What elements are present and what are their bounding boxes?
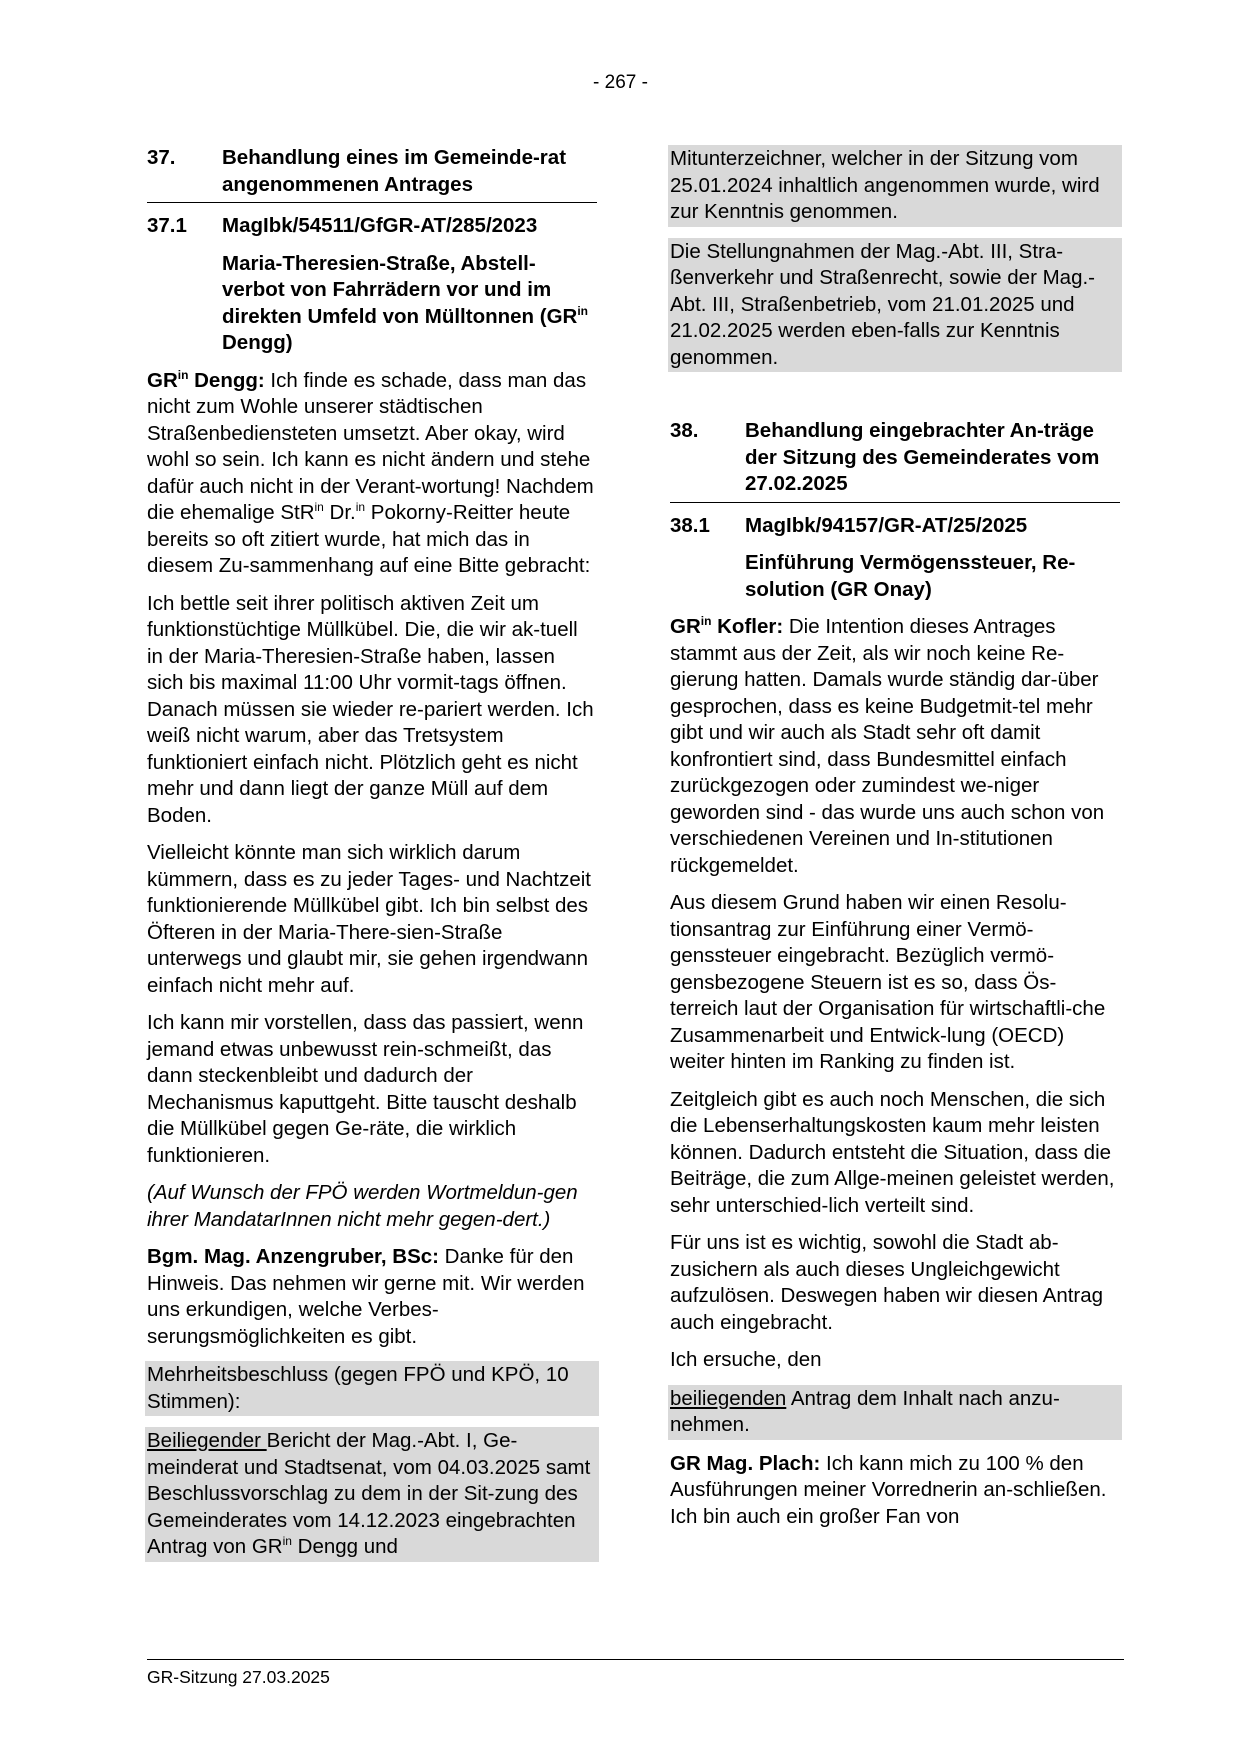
paragraph: Ich ersuche, den xyxy=(670,1348,822,1371)
reference-number: MagIbk/54511/GfGR-AT/285/2023 xyxy=(222,214,538,237)
speaker-name: GR xyxy=(147,368,178,392)
paragraph-anzengruber: Bgm. Mag. Anzengruber, BSc: Danke für den Hinweis. Das nehmen wir gerne mit. Wir werden uns erkundigen, welche Verbes-serungsmöglichkeiten es gibt. xyxy=(147,1245,585,1348)
subsection-number: 38.1 xyxy=(670,513,710,537)
paragraph-dengg: $GR^{in}$ Dengg: Ich finde es schade, dass man das nicht zum Wohle unserer städtischen Straßenbediensteten umsetzt. Aber okay, wird wohl so sein. Ich kann es nicht ändern und stehe dafür auch nicht in der Verant-wortung! Nachdem die ehemalige StR$^{in}$ Dr.$^{in}$ Pokorny-Reitter heute bereits so oft zitiert wurde, hat mich das in diesem Zu-sammenhang auf eine Bitte gebracht: xyxy=(147,367,594,577)
subsection-number: 37.1 xyxy=(147,214,187,237)
paragraph: Vielleicht könnte man sich wirklich darum kümmern, dass es zu jeder Tages- und Nachtzeit funktionierende Müllkübel gibt. Ich bin selbst des Öfteren in der Maria-There-sien-Straße unterwegs und glaubt mir, sie gehen irgendwann einfach nicht mehr auf. xyxy=(147,841,592,997)
speaker-name: GR xyxy=(670,615,701,638)
footer-divider xyxy=(147,1659,1124,1660)
paragraph-kofler: $GR^{in}$ Kofler: Die Intention dieses Antrages stammt aus der Zeit, als wir noch keine Re-gierung hatten. Damals wurde ständig dar-über gesprochen, dass es keine Budgetmit-tel mehr gibt und wir auch als Stadt sehr oft damit konfrontiert sind, dass Bundesmittel einfach zurückgezogen oder zumindest we-niger geworden sind - das wurde uns auch schon von verschiedenen Vereinen und In-stitutionen rückgemeldet. xyxy=(670,614,1105,877)
page-number: - 267 - xyxy=(593,72,648,93)
agenda-topic: Einführung Vermögenssteuer, Re-solution (GR Onay) xyxy=(745,551,1076,601)
paragraph: Ich bettle seit ihrer politisch aktiven Zeit um funktionstüchtige Müllkübel. Die, die wir ak-tuell in der Maria-Theresien-Straße haben, lassen sich bis maximal 11:00 Uhr vormit-tags öffnen. Danach müssen sie wieder re-pariert werden. Ich weiß nicht warum, aber das Tretsystem funktioniert einfach nicht. Plötzlich geht es nicht mehr und dann liegt der ganze Müll auf dem Boden. xyxy=(147,591,594,827)
speaker-name: GR Mag. Plach: xyxy=(670,1451,821,1475)
motion-text: beiliegenden Antrag dem Inhalt nach anzu-nehmen. xyxy=(668,1385,1122,1440)
section-38-heading xyxy=(670,418,1120,503)
section-38-1-heading xyxy=(670,513,1120,540)
agenda-topic: Maria-Theresien-Straße, Abstell-verbot von Fahrrädern vor und im direkten Umfeld von Mülltonnen ($GR^{in}$ Dengg) xyxy=(222,251,589,354)
paragraph: Für uns ist es wichtig, sowohl die Stadt ab-zusichern als auch dieses Ungleichgewicht aufzulösen. Deswegen haben wir diesen Antrag auch eingebracht. xyxy=(670,1231,1104,1334)
left-column xyxy=(147,145,597,1562)
paragraph: Zeitgleich gibt es auch noch Menschen, die sich die Lebenserhaltungskosten kaum mehr leisten können. Dadurch entsteht die Situation, dass die Beiträge, die zum Allge-meinen geleistet werden, sehr unterschied-lich verteilt sind. xyxy=(670,1087,1115,1217)
paragraph: Ich kann mir vorstellen, dass das passiert, wenn jemand etwas unbewusst rein-schmeißt, das dann steckenbleibt und dadurch der Mechanismus kaputtgeht. Bitte tauscht deshalb die Müllkübel gegen Ge-räte, die wirklich funktionieren. xyxy=(147,1011,584,1167)
speaker-name: Bgm. Mag. Anzengruber, BSc: xyxy=(147,1245,439,1268)
section-title: Behandlung eingebrachter An-träge der Sitzung des Gemeinderates vom 27.02.2025 xyxy=(745,419,1100,495)
right-column xyxy=(670,145,1120,1530)
italic-note: (Auf Wunsch der FPÖ werden Wortmeldun-gen ihrer MandatarInnen nicht mehr gegen-dert.) xyxy=(147,1181,578,1231)
section-number: 37. xyxy=(147,146,176,169)
reference-number: MagIbk/94157/GR-AT/25/2025 xyxy=(745,513,1028,537)
resolution-text: Mitunterzeichner, welcher in der Sitzung vom 25.01.2024 inhaltlich angenommen wurde, wird zur Kenntnis genommen. xyxy=(668,145,1122,227)
resolution-text: Beiliegender Bericht der Mag.-Abt. I, Ge-meinderat und Stadtsenat, vom 04.03.2025 samt Beschlussvorschlag zu dem in der Sit-zung des Gemeinderates vom 14.12.2023 eingebrachten Antrag von $GR^{in}$ Dengg und xyxy=(145,1427,599,1562)
resolution-text: Mehrheitsbeschluss (gegen FPÖ und KPÖ, 10 Stimmen): xyxy=(145,1361,599,1416)
paragraph: Aus diesem Grund haben wir einen Resolu-tionsantrag zur Einführung einer Vermö-genssteuer eingebracht. Bezüglich vermö-gensbezogene Steuern ist es so, dass Ös-terreich laut der Organisation für wirtschaftli-che Zusammenarbeit und Entwick-lung (OECD) weiter hinten im Ranking zu finden ist. xyxy=(670,891,1106,1073)
resolution-text: Die Stellungnahmen der Mag.-Abt. III, Stra-ßenverkehr und Straßenrecht, sowie der Mag.-Abt. III, Straßenbetrieb, vom 21.01.2025 und 21.02.2025 werden eben-falls zur Kenntnis genommen. xyxy=(668,238,1122,373)
paragraph-plach: GR Mag. Plach: Ich kann mich zu 100 % den Ausführungen meiner Vorrednerin an-schließen. Ich bin auch ein großer Fan von xyxy=(670,1451,1107,1528)
section-37-1-heading xyxy=(147,213,597,240)
section-number: 38. xyxy=(670,419,699,442)
footer-text: GR-Sitzung 27.03.2025 xyxy=(147,1667,330,1687)
section-37-heading xyxy=(147,145,597,203)
section-title: Behandlung eines im Gemeinde-rat angenommenen Antrages xyxy=(222,146,567,196)
